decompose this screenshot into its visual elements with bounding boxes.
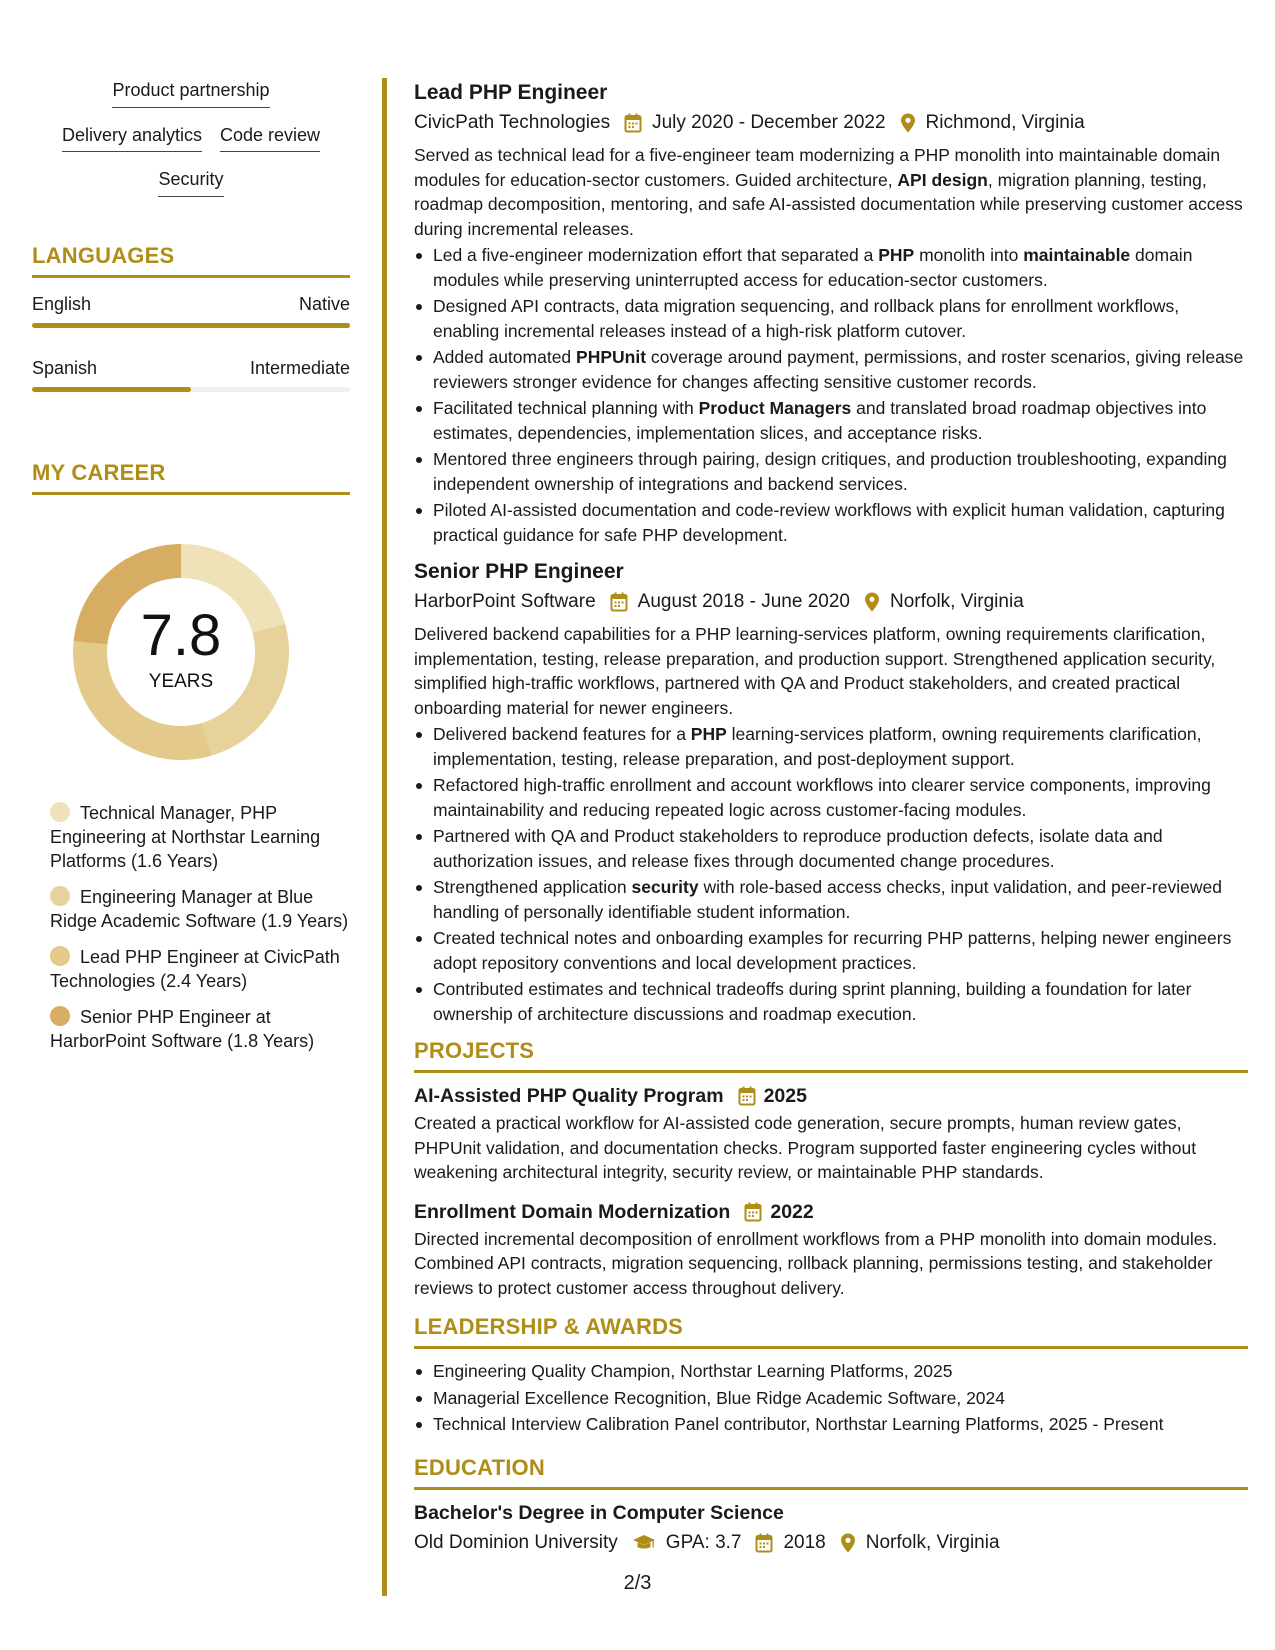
languages-section [32, 243, 350, 392]
job-summary: Delivered backend capabilities for a PHP learning-services platform, owning requirements clarification, implementation, testing, release preparation, and production support. Strengthened application security, simplified high-traffic workflows, partnered with QA and Product stakeholders, and created practical onboarding material for newer engineers. [414, 624, 1216, 718]
job-bullet: Facilitated technical planning with Product Managers and translated broad roadmap objectives into estimates, dependencies, implementation slices, and acceptance risks. [414, 396, 1248, 445]
awards-list [414, 1359, 1248, 1437]
graduation-year: 2018 [783, 1531, 826, 1553]
career-section [32, 460, 350, 1053]
project-year: 2025 [763, 1085, 807, 1107]
language-bar-fill [32, 323, 350, 328]
job-bullet: Contributed estimates and technical tradeoffs during sprint planning, building a foundation for later ownership of architecture discussions and roadmap execution. [414, 977, 1248, 1026]
language-name: Spanish [32, 357, 98, 378]
awards-section [414, 1314, 1248, 1437]
calendar-icon [624, 113, 642, 133]
career-total-years: 7.8 [140, 602, 222, 668]
career-legend-item [50, 1005, 350, 1053]
job-bullet: Piloted AI-assisted documentation and code-review workflows with explicit human validation, capturing practical guidance for safe PHP development. [414, 498, 1248, 547]
education-meta [414, 1529, 1248, 1557]
location-pin-icon [900, 113, 916, 133]
skill-row [32, 169, 350, 197]
graduation-cap-icon [632, 1534, 656, 1552]
award-item: Engineering Quality Champion, Northstar Learning Platforms, 2025 [414, 1359, 1248, 1384]
skill-row [32, 80, 350, 108]
job-bullet: Added automated PHPUnit coverage around payment, permissions, and roster scenarios, giving release reviewers stronger evidence for changes affecting sensitive customer records. [414, 345, 1248, 394]
languages-heading: LANGUAGES [32, 243, 350, 278]
calendar-icon [610, 592, 628, 612]
project-year: 2022 [770, 1200, 814, 1223]
language-item [32, 358, 350, 392]
career-legend [32, 801, 350, 1053]
education-section [414, 1455, 1248, 1557]
gpa: GPA: 3.7 [665, 1531, 742, 1553]
project-summary: Created a practical workflow for AI-assisted code generation, secure prompts, human review gates, PHPUnit validation, and documentation checks. Program supported faster engineering cycles without weakening architectural integrity, security review, or maintainable PHP standards. [414, 1113, 1197, 1182]
job-bullet: Mentored three engineers through pairing, design critiques, and production troubleshooting, expanding independent ownership of integrations and backend services. [414, 447, 1248, 496]
job-entry [414, 80, 1248, 547]
company-name: HarborPoint Software [414, 591, 596, 612]
projects-section [414, 1038, 1248, 1300]
skill-row [32, 125, 350, 153]
school-location: Norfolk, Virginia [865, 1531, 1000, 1553]
location-pin-icon [864, 592, 880, 612]
language-name: English [32, 293, 92, 314]
legend-label: Engineering Manager at Blue Ridge Academic Software (1.9 Years) [50, 886, 349, 931]
award-item: Managerial Excellence Recognition, Blue Ridge Academic Software, 2024 [414, 1386, 1248, 1411]
career-heading: MY CAREER [32, 460, 350, 495]
main-content [414, 80, 1248, 1557]
job-bullet: Delivered backend features for a PHP learning-services platform, owning requirements clarification, implementation, testing, release preparation, and post-deployment support. [414, 722, 1248, 771]
language-bar [32, 387, 350, 392]
skill-tag: Product partnership [112, 80, 269, 108]
degree-title: Bachelor's Degree in Computer Science [414, 1501, 784, 1524]
career-legend-item [50, 945, 350, 993]
skill-tag: Security [158, 169, 223, 197]
job-bullets [414, 243, 1248, 547]
legend-dot [50, 886, 70, 906]
job-bullet: Partnered with QA and Product stakeholders to reproduce production defects, isolate data and authorization issues, and release fixes through documented change procedures. [414, 824, 1248, 873]
job-meta [414, 109, 1248, 137]
skill-tag: Code review [220, 125, 320, 153]
job-dates: July 2020 - December 2022 [652, 112, 886, 133]
project-entry [414, 1083, 1248, 1185]
language-level: Intermediate [249, 357, 350, 378]
job-location: Norfolk, Virginia [890, 591, 1024, 612]
sidebar [32, 80, 350, 1065]
awards-heading: LEADERSHIP & AWARDS [414, 1314, 1248, 1349]
legend-label: Technical Manager, PHP Engineering at Northstar Learning Platforms (1.6 Years) [50, 802, 321, 871]
skill-tag: Delivery analytics [62, 125, 202, 153]
calendar-icon [738, 1086, 756, 1106]
job-bullet: Designed API contracts, data migration sequencing, and rollback plans for enrollment workflows, enabling incremental releases instead of a high-risk platform cutover. [414, 294, 1248, 343]
legend-dot [50, 1006, 70, 1026]
language-bar [32, 323, 350, 328]
legend-dot [50, 802, 70, 822]
calendar-icon [755, 1533, 773, 1553]
legend-label: Lead PHP Engineer at CivicPath Technologies (2.4 Years) [50, 946, 340, 991]
donut-center [66, 602, 296, 693]
job-entry [414, 559, 1248, 1026]
job-bullet: Strengthened application security with role-based access checks, input validation, and peer-reviewed handling of personally identifiable student information. [414, 875, 1248, 924]
job-dates: August 2018 - June 2020 [637, 591, 850, 612]
language-item [32, 294, 350, 328]
job-bullet: Created technical notes and onboarding examples for recurring PHP patterns, helping newer engineers adopt repository conventions and local development practices. [414, 926, 1248, 975]
job-title: Senior PHP Engineer [414, 560, 624, 583]
job-bullet: Refactored high-traffic enrollment and account workflows into clearer service components, improving maintainability and reducing repeated logic across customer-facing modules. [414, 773, 1248, 822]
career-legend-item [50, 801, 350, 873]
column-divider [382, 78, 387, 1596]
job-meta [414, 588, 1248, 616]
job-location: Richmond, Virginia [925, 112, 1085, 133]
job-summary: Served as technical lead for a five-engineer team modernizing a PHP monolith into maintainable domain modules for education-sector customers. Guided architecture, API design, migration planning, testing, roadmap decomposition, mentoring, and safe AI-assisted documentation while preserving customer access during incremental releases. [414, 145, 1243, 239]
calendar-icon [744, 1202, 762, 1222]
career-total-unit: YEARS [148, 670, 214, 692]
job-title: Lead PHP Engineer [414, 81, 608, 104]
school-name: Old Dominion University [414, 1531, 618, 1553]
project-entry [414, 1199, 1248, 1301]
location-pin-icon [840, 1533, 856, 1553]
job-bullets [414, 722, 1248, 1026]
career-donut-chart [66, 537, 296, 767]
legend-dot [50, 946, 70, 966]
skills-tags [32, 80, 350, 197]
award-item: Technical Interview Calibration Panel contributor, Northstar Learning Platforms, 2025 - Present [414, 1412, 1248, 1437]
job-bullet: Led a five-engineer modernization effort that separated a PHP monolith into maintainable domain modules while preserving uninterrupted access for education-sector customers. [414, 243, 1248, 292]
language-level: Native [298, 293, 350, 314]
page-number: 2/3 [623, 1572, 652, 1594]
projects-heading: PROJECTS [414, 1038, 1248, 1073]
company-name: CivicPath Technologies [414, 112, 611, 133]
education-heading: EDUCATION [414, 1455, 1248, 1490]
legend-label: Senior PHP Engineer at HarborPoint Software (1.8 Years) [50, 1006, 315, 1051]
project-summary: Directed incremental decomposition of enrollment workflows from a PHP monolith into domain modules. Combined API contracts, migration sequencing, rollback planning, permissions testing, and stakeholder reviews to protect customer access throughout delivery. [414, 1228, 1218, 1298]
language-bar-fill [32, 387, 191, 392]
career-legend-item [50, 885, 350, 933]
project-title: AI-Assisted PHP Quality Program [414, 1085, 724, 1107]
project-title: Enrollment Domain Modernization [414, 1200, 731, 1223]
